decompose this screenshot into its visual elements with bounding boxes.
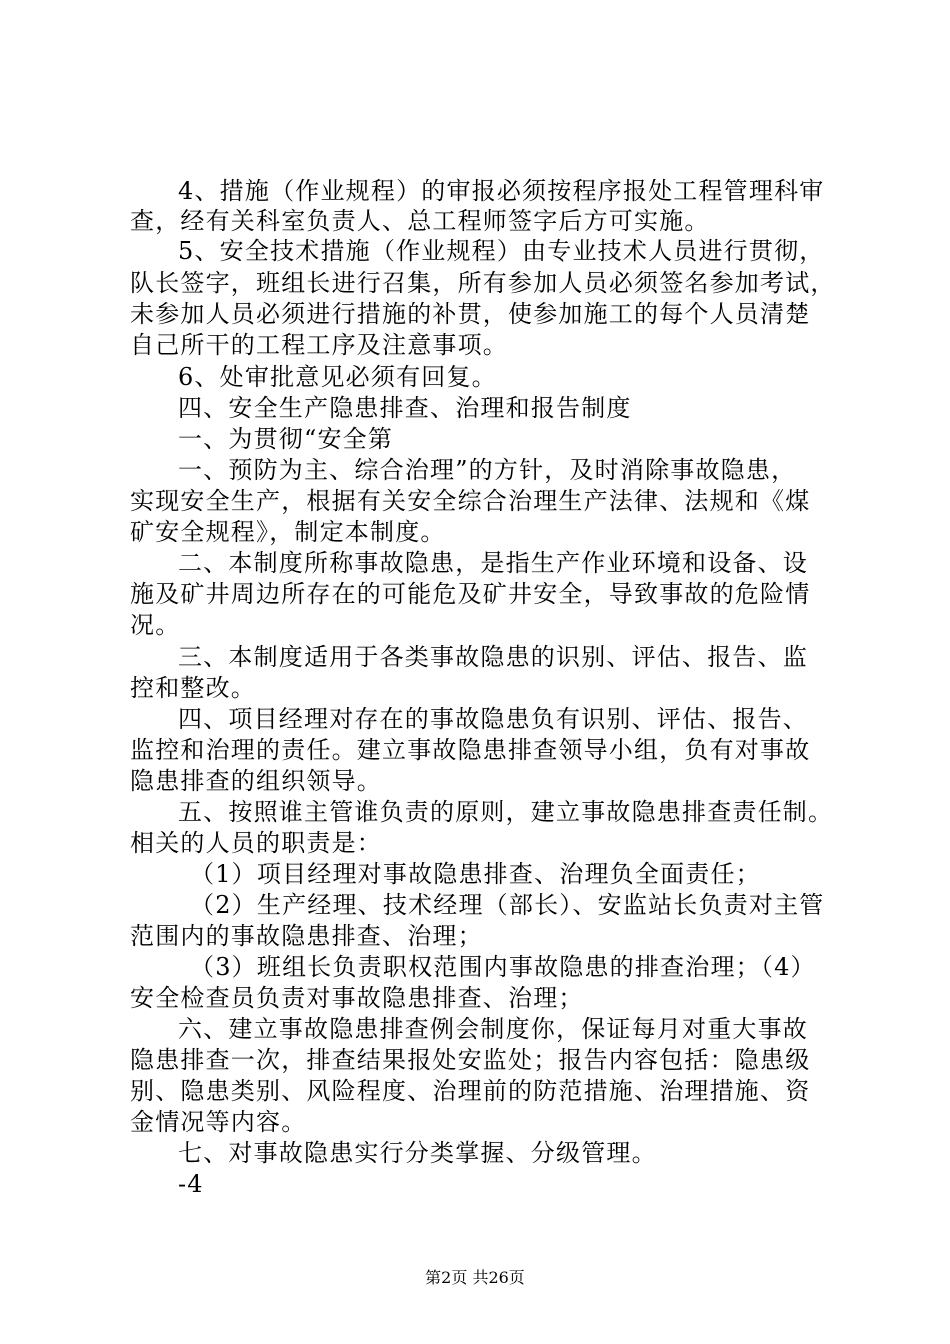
text-line: 实现安全生产，根据有关安全综合治理生产法律、法规和《煤 [130,487,811,515]
text-line: 6、处审批意见必须有回复。 [178,363,497,391]
text-line: 别、隐患类别、风险程度、治理前的防范措施、治理措施、资 [130,1077,811,1105]
text-line: 二、本制度所称事故隐患，是指生产作业环境和设备、设 [178,549,808,577]
text-line: 监控和治理的责任。建立事故隐患排查领导小组，负有对事故 [130,736,811,764]
text-line: 况。 [130,611,181,639]
text-line: 四、项目经理对存在的事故隐患负有识别、评估、报告、 [178,705,808,733]
text-line: 控和整改。 [130,674,256,702]
text-line: 范围内的事故隐患排查、治理； [130,922,483,950]
text-line: 隐患排查的组织领导。 [130,767,382,795]
text-line: 六、建立事故隐患排查例会制度你，保证每月对重大事故 [178,1015,808,1043]
text-line: 安全检查员负责对事故隐患排查、治理； [130,984,584,1012]
text-line: 一、为贯彻“安全第 [178,425,394,453]
text-line: （3）班组长负责职权范围内事故隐患的排查治理；（4） [190,953,816,981]
text-line: 隐患排查一次，排查结果报处安监处；报告内容包括：隐患级 [130,1046,811,1074]
text-line: 三、本制度适用于各类事故隐患的识别、评估、报告、监 [178,643,808,671]
text-line: 未参加人员必须进行措施的补贯，使参加施工的每个人员清楚 [130,300,811,328]
text-line: 5、安全技术措施（作业规程）由专业技术人员进行贯彻， [178,237,825,265]
text-line: 队长签字，班组长进行召集，所有参加人员必须签名参加考试， [130,269,836,297]
text-line: -4 [178,1170,204,1198]
page-footer: 第2页 共26页 [425,1268,525,1287]
text-line: 相关的人员的职责是： [130,829,382,857]
text-line: （1）项目经理对事故隐患排查、治理负全面责任； [190,860,761,888]
text-line: 矿安全规程》，制定本制度。 [130,518,446,546]
text-line: 五、按照谁主管谁负责的原则，建立事故隐患排查责任制。 [178,798,834,826]
text-line: 七、对事故隐患实行分类掌握、分级管理。 [178,1139,657,1167]
text-line: 金情况等内容。 [130,1108,307,1136]
text-line: 施及矿井周边所存在的可能危及矿井安全，导致事故的危险情 [130,580,811,608]
text-line: 自己所干的工程工序及注意事项。 [130,331,508,359]
text-line: （2）生产经理、技术经理（部长）、安监站长负责对主管 [190,891,825,919]
text-line: 一、预防为主、综合治理”的方针，及时消除事故隐患， [178,456,797,484]
text-line: 查，经有关科室负责人、总工程师签字后方可实施。 [130,207,710,235]
text-line: 4、措施（作业规程）的审报必须按程序报处工程管理科审 [178,177,825,205]
text-line: 四、安全生产隐患排查、治理和报告制度 [178,394,632,422]
